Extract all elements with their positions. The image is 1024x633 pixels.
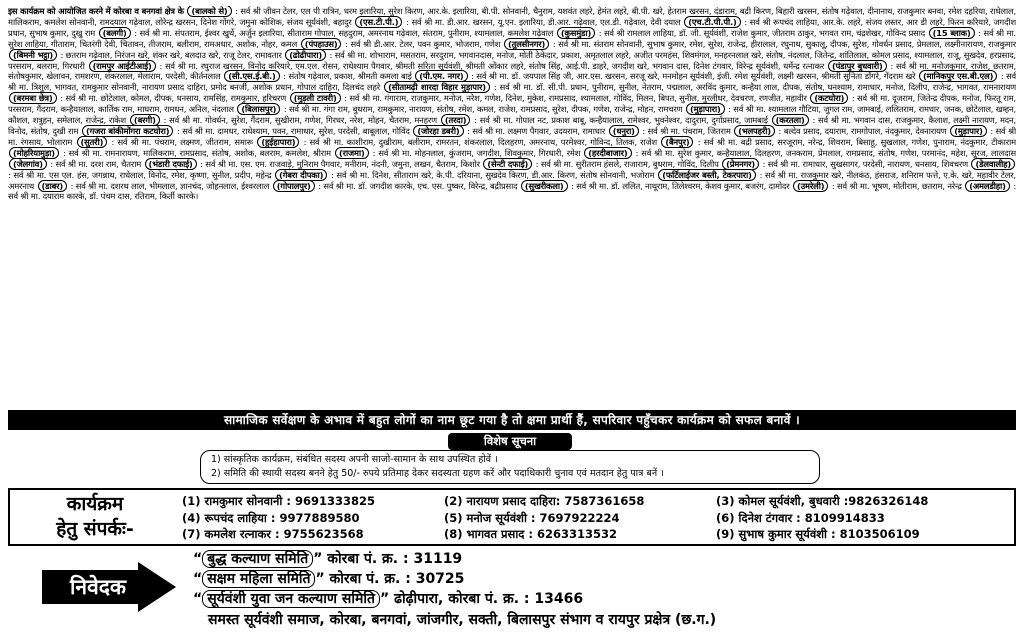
contact-list [182,493,1012,545]
sponsor-names: : सर्व श्री मा. गंगा राम, बुधराम, रामकुमार, नारायण, संतोष, रमेश, कमल, राजेश, रामप्रसाद, सुरेश, दीपक, गणेश, राजेन्द्र, मोहन, रामचरण [281,104,685,115]
location-chip: (सीतामढ़ी शारदा विहार मुड़ापार) [384,81,490,93]
sponsor-names: : संतोष गढ़ेवाल, प्रकाश, श्रीमती कमला बाई [280,71,415,82]
sponsor-names: : सर्व श्री मा. सुरेश लाहिया, गीताराम, चितरंगी देवी, चितावन, तीजराम, बलीराम, रामअधार, अशोक, नोहर, कमल [8,27,1016,49]
contact-entry: (4) रूपचंद लाहिया : 9977889580 [182,510,360,525]
location-chip: (कटघोरा) [810,92,848,104]
sponsor-names: : सर्व श्री मा. बद्री प्रसाद, सरजूराम, नरेन्द्र, शिवराम, बिसाहू, सुखलाल, गणेश, पुनाराम, नंदकुमार, टीकाराम [694,136,1016,147]
location-chip: (गेबरा दीपका) [275,169,327,181]
sponsor-names: : सर्व श्री मा. रघुराज खरसन, विनोद करियारे, एम.एल. रोसन, राधेश्याम पैगवार, श्रीमती सरिता सूर्यवंशी, श्रीमती ओंकार लहरे, संतोष सिंह, आई.पी. डाहरे, जगदीश खरे, भगवान दास, दिनेश टंगवार, विरेन्द्र सूर्यवंशी, धर्मेन्द्र रत्नाकर [156,60,827,71]
sponsor-names: : सर्व श्री मा. पंचराम, लक्ष्मण, जीतराम, समारू [108,136,257,147]
contact-entry: (9) सुभाष कुमार सूर्यवंशी : 8103506109 [716,527,920,541]
location-chip: (बालको से) [187,6,231,17]
location-chip: (सी.एस.ई.बी.) [224,70,279,82]
location-chip: (एच.टी.पी.पी.) [684,16,740,28]
location-chip: (कुसमुंडा) [557,27,595,39]
sponsor-names: : सर्व श्री मा. सुरीतराम हंसले, राजाराम, बुधराम, गोविंद, दिलीप [533,158,722,169]
location-chip: (अमलडीहा) [965,180,1010,192]
notice-item: 2) समिति की स्थायी सदस्य बनने हेतु 50/- रुपये प्रतिमाह देकर सदस्यता ग्रहण करें और पदाधिकारी चुनाव एवं मतदान हेतु पात्र बनें । [211,468,664,479]
contact-entry: (6) दिनेश टंगवार : 8109914833 [716,510,885,525]
sponsor-names: : सर्व श्री मा. संपतराम, ईश्वर खुर्थे, अर्जुन इलारिया, सीताराम गोपाल, सहदुराम, अमरनाथ गढ़ेवाल, संतराम, पुनीराम, श्यामलाल, कमलेश गढ़ेवाल [131,27,556,38]
sponsor-names: : सर्व श्री मा. राजकुमार खरे, नीलकंठ, हंसराज, शनिराम फत्ते, ए.के. खरे, महावीर टेलर, अमरनाथ [8,169,1016,191]
apology-banner: सामाजिक सर्वेक्षण के अभाव में बहुत लोगों का नाम छूट गया है तो क्षमा प्रार्थी हैं, सपरिवार पहुँचकर कार्यक्रम को सफल बनावें । [8,410,1016,430]
sponsor-names: : सर्व श्री मा. गोवर्धन, सुरेश, गैंदराम, सुखीराम, गणेश, गिरधर, नरेश, मोहन, चैतराम, मनहरण [160,115,440,126]
contact-label-line: हेतु संपर्कः- [56,518,134,540]
location-chip: (उमरेली) [793,180,828,192]
sponsor-names: : सर्व श्री मा. डी.आर. खरसन, यू.एन. इलारिया, डी.आर. गढ़ेवाल, एल.डी. गढ़ेवाल, देवी दयाल [403,16,684,27]
contact-entry: (7) कमलेश रत्नाकर : 9755623568 [182,527,364,541]
committee-name: बुद्ध कल्याण समिति [202,550,313,568]
contact-label [20,492,170,544]
sponsor-names: : सर्व श्री मा. लक्ष्मण पैगवार, उदयराम, रामाधार [464,125,608,136]
location-chip: (सेन्टी दफाई) [483,158,532,170]
notice-box [200,450,820,484]
location-chip: (सुखरीकला) [521,180,568,192]
sponsor-names: : सर्व श्री जीवन टेलर, एल पी रात्रिन, धरम इलारिया, सुरेश किरण, आर.के. इलारिया, बी.पी. सोनवानी, चैनुराम, यशवंत लहरे, हेमंत लहरे, बी.पी. खरे, हेतराम खरसन, दंडाराम, बद्री किरण, बिहारी खरसन, संतोष गढ़ेवाल, दीनानाथ, राजकुमार बनवा, रमेश दहरिया, राधेलाल, मालिकराम, कमलेश सोनवानी, रामदयाल गढ़ेवाल, लोरेन्द्र खरसन, दिनेश गोंगरे, जमुना कोशिक, संजय सूर्यवंशी, बहादुर [8,6,1016,27]
location-chip: (करतला) [772,114,809,126]
sponsor-names: : सर्व श्री मा. संतराम सोनवानी, सुभाष कुमार, रमेश, सुरेश, राजेन्द्र, हीरालाल, रघुनाथ, सुकालू, दीपक, सुरेश, गोवर्धन प्रसाद, प्रेमलाल, लक्ष्मीनारायण, राजकुमार [550,38,1016,49]
location-chip: (पंपहाउस) [301,38,342,50]
sponsor-names: : सर्व श्री मा. गोपाल नट, प्रकाश बाबू, कन्हैयालाल, रामेश्वर, भुवनेश्वर, दादुराम, दुर्गाप्रसाद, जामबाई [471,115,771,126]
location-chip: (बिलासपुर) [237,103,280,115]
sponsor-names: : सर्व श्री मा. गंगाराम, राजकुमार, मनोज, नरेश, गणेश, दिनेश, मुकेश, रामप्रसाद, श्यामलाल, गोविंद, मिलन, बिपत, सुनील, मुरलीधर, देवचरण, रणजीत, महावीर [341,93,810,104]
location-chip: (बरमबा छेत्र) [9,92,57,104]
sponsor-names: : सर्व श्री मा. मोहनलाल, कुंजराम, जगदीश, शिवकुमार, गिरधारी, रमेश [369,147,584,158]
location-chip: (मोहरियामुड़ा) [9,147,59,159]
committee-reg: पं. क्र. : 13466 [484,591,584,607]
location-chip: (प्रेमनगर) [722,158,759,170]
location-chip: (हुईहापारा) [257,136,299,148]
location-chip: (सुतरी) [77,136,108,148]
appeal-label: निवेदक [69,575,127,599]
committee-place: कोरबा [329,571,362,587]
sponsor-names: : सर्व श्री मा. डॉ. जगदीश कारके, एच. एस. पुष्कर, विरेन्द्र, बद्रीप्रसाद [315,180,520,191]
sponsor-names: : सर्व श्री मा. रंगसाय, भोलाराम [8,125,1016,147]
location-chip: (डाबर) [38,180,68,192]
sponsor-names: : सर्व श्री मा. दशरथ लाल, भीमलाल, ज्ञानचंद, जोहनलाल, ईश्वरलाल [68,180,272,191]
contact-entry: (5) मनोज सूर्यवंशी : 7697922224 [444,510,620,525]
location-chip: (जोरहा डबरी) [413,125,463,137]
location-chip: (मुड़ापारा) [686,103,725,115]
committee-line: “ बुद्ध कल्याण समिति ” कोरबा पं. क्र. : 31119 [193,551,463,567]
location-chip: (राजमा) [335,147,369,159]
sponsor-names: : सर्व श्री मा. काशीराम, दुखीराम, बलीराम, रामरतन, शंकरलाल, दिलहरण, अमरनाथ, परमेश्वर, गोविन्द, तिलक, राजेश [300,136,661,147]
sponsor-list [8,6,1016,408]
location-chip: (हरदीबाजार) [584,147,631,159]
location-chip: (ढोढीपारा) [285,49,326,61]
location-chip: (जेलगांव) [9,158,47,170]
location-chip: (भंडारी दफाई) [145,158,197,170]
location-chip: (मानिकपुर एस.बी.एल) [919,70,997,82]
location-chip: (फर्टिलाईजर बस्ती, टेकरपारा) [658,169,756,181]
location-chip: (बिमनी भट्ठा) [9,49,57,61]
notice-title: विशेष सूचना [448,433,572,450]
committee-reg: पं. क्र. : 31119 [363,551,463,567]
sponsor-names: : सर्व श्री मा. दामधर, राधेश्याम, पवन, रामाधार, सुरेश, परदेसी, बाबूलाल, गोविंद [174,125,413,136]
location-chip: (भलपहरी) [734,125,775,137]
committee-name: सूर्यवंशी युवा जन कल्याण समिति [202,590,380,608]
sponsor-names: : सर्व श्री मा. शोभाराम, मसतराम, सरदुराम, भगवानदास, मनोज, मोती ठेकेदार, प्रकाश, अमृतलाल लहरे, अजीत परमहंस, शिवमंगल, मनहरनलाल खरे, संतोष, नंदलाल, जितेन्द्र, शांतिलाल, कोमल प्रसाद, श्यामलाल, राजू, सुखदेव, हरप्रसाद, परसराम, बलराम, गिरधारी [8,49,1016,71]
location-chip: (बरगी) [130,114,160,126]
committee-reg: पं. क्र. : 30725 [366,571,465,587]
sponsor-names: : सर्व श्री मा. दरश राम, चैतराम [47,158,144,169]
location-chip: (मुड़ली टावरी) [290,92,341,104]
contact-label-line: कार्यक्रम [66,493,124,515]
sponsor-names: : सर्व श्री मा. सुरेश कुमार, कन्हैयालाल, दिलहरण, जनकराम, प्रेमलाल, रामप्रसाद, संतोष, गणेश, परमानंद, महेश, सूरज, लालदास [632,147,1016,158]
sponsor-names: : सर्व श्री मा. दूजराम, जितेन्द्र दीपक, मनोज, फिरतू राम, परसराम, गैंदराम, कन्हैयालाल, कार्तिक राम, माघराम, रामधन, अनिल, नंदलाल [8,93,1016,115]
sponsor-names: : बल्देव प्रसाद, दयाराम, रामगोपाल, नंदकुमार, देवनारायण [775,125,950,136]
location-chip: (मुड़ापार) [950,125,987,137]
sponsor-names: : सर्व श्री मा. एस. एम. राजवाड़े, मुनिराम पैगवार, मनीराम, नंदनी, जमुना, लखन, चैतराम, किशोर [197,158,483,169]
sponsor-names: : सर्व श्री मा. भूषण, मोतीराम, छतराम, नरेन्द्र [829,180,965,191]
sponsor-names: : छतराम गढ़ेवाल, निरंजन खरे, शंकर खरे, बलदाउ खरे, राजू टेलर, रामावतार [57,49,285,60]
location-chip: (धनुरा) [609,125,639,137]
location-chip: (15 ब्लाक) [929,27,975,39]
location-chip: (डेलवालीह) [971,158,1015,170]
sponsor-names: : सर्व श्री मा. रामनारायण, मालिकराम, रामप्रसाद, संतोष, अशोक, बलराम, कमलेश, श्रीराम [59,147,334,158]
location-chip: (बैनपुर) [661,136,693,148]
committee-place: ढोढ़ीपारा, कोरबा [394,591,480,607]
contact-entry: (8) भागवत प्रसाद : 6263313532 [444,527,618,541]
sponsor-names: : सर्व श्री मा. डॉ. सी.पी. प्रधान, पुनीराम, सुनील, नेतराम, पद्मलाल, अरविंद कुमार, कन्हैया लाल, दीपक, संतोष, घनश्याम, रामाधार, मनोज, दिलीप, राजेन्द्र, भागवत, रामनारायण [490,82,1016,93]
location-chip: (बलगी) [99,27,131,39]
contact-section [8,488,1016,546]
sponsor-names: : सर्व श्री मा. पंचराम, जितराम [639,125,734,136]
sponsor-names: : सर्व श्री मा. त्रिशुल, भागवत, रामकुमार सोनवानी, नारायण प्रसाद दाहिरा, प्रमोद बनर्जी, अशोक प्रधान, गोपाल दाहिरा, दिलचंद लहरे [8,71,1016,93]
sponsor-names: : सर्व श्री रूपचंद लाहिया, आर.के. लहरे, संजय लस्तर, आर डी लहरे, फिरन करियारे, जगदीश प्रधान, सुभाष कुमार, दुखु राम [8,16,1016,38]
location-chip: (गजरा बांकीमोंगरा कटघोरा) [82,125,173,137]
contact-entry: (1) रामकुमार सोनवानी : 9691333825 [182,494,375,508]
appeal-footer: समस्त सूर्यवंशी समाज, कोरबा, बनगवां, जांजगीर, सक्ती, बिलासपुर संभाग व रायपुर प्रक्षेत्र (छ.ग.) [208,612,717,628]
committee-place: कोरबा [327,551,360,567]
sponsor-names: : सर्व श्री मा. दयाराम कारके, डॉ. पंचम दास, रतिराम, किर्ती कारके। [8,180,1016,202]
contact-entry: (2) नारायण प्रसाद दाहिरा: 7587361658 [444,494,645,508]
appeal-section [8,548,1016,630]
sponsor-names: : सर्व श्री मा. छोटेलाल, कोमल, दीपक, धनसाय, रामसिंह, रामकुमार, हरिचरण [57,93,289,104]
sponsor-names: : सर्व श्री मा. मनोजकुमार, राजेश, छतराम, संतोषकुमार, खेलावन, रामशरण, शंकरलाल, मेलाराम, परदेसी, कीर्तनलाल [8,60,1016,82]
sponsor-intro: इस कार्यक्रम को आयोजित करने में कोरबा व बनगवां क्षेत्र के [8,6,184,16]
location-chip: (तरदा) [441,114,471,126]
sponsor-names: : सर्व श्री डी.आर. टेलर, पवन कुमार, भोजराम, गणेश [342,38,503,49]
location-chip: (पंडापुर बुधवारी) [828,60,887,72]
notice-item: 1) सांस्कृतिक कार्यक्रम, संबंधित सदस्य अपनी साजो-सामान के साथ उपस्थित होवें । [211,454,498,465]
committee-line: “ सक्षम महिला समिति ” कोरबा पं. क्र. : 30725 [193,571,465,587]
sponsor-names: : सर्व श्री रामलाल लाहिया, डॉ. जी. सूर्यवंशी, राजेश कुमार, जीतराम ठाकुर, भगवत राम, चंद्रशेखर, गोविन्द प्रसाद [596,27,928,38]
sponsor-names: : सर्व श्री मा. भगवान दास, राजकुमार, कैलाश, लक्ष्मी नारायण, मदन, विनोद, संतोष, दुखी राम [8,115,1016,136]
sponsor-names: : सर्व श्री मा. दिनेश, सीताराम खरे, के.पी. दरियाना, सुखदेव किरण, डी.आर. किरण, संतोष सोनवानी, भजोराम [328,169,658,180]
sponsor-names: : सर्व श्री मा. डॉ. ललित, नाथूराम, तिलेश्वरम, केशव कुमार, बजरंग, दामोदर [568,180,792,191]
location-chip: (एस.टी.पी.) [355,16,402,28]
sponsor-names: : सर्व श्री मा. डॉ. जयपाल सिंह जी, आर.एस. खरसन, सरजू खरे, मनमोहन सूर्यवंशी, इंजी. रमेश सूर्यवंशी, लक्ष्मी खरसन, श्रीमती सुनिता डोंगरे, गेंदराम खरे [468,71,918,82]
sponsor-names: : सर्व श्री मा. श्यामलाल गौटिया, जुगल राम, जामबाई, ललितराम, रामधार, जनक, छोटेलाल, खम्हन, कौशल, शत्रुहन, समेलाल, राजेन्द्र, राकेश [8,104,1016,126]
location-chip: (तुलसीनगर) [504,38,549,50]
location-chip: (पी.एम. नगर) [415,70,467,82]
location-chip: (गोपालपुर) [273,180,315,192]
contact-entry: (3) कोमल सूर्यवंशी, बुधवारी :9826326148 [716,494,929,508]
committee-line: “ सूर्यवंशी युवा जन कल्याण समिति ” ढोढ़ीपारा, कोरबा पं. क्र. : 13466 [193,591,584,607]
sponsor-names: : सर्व श्री मा. एस एल. हंस, जगन्नाथ, राधेलाल, विनोद, रमेश, कृष्णा, सुनील, प्रदीप, महेन्द्र [8,169,275,180]
sponsor-names: : सर्व श्री मा. रामाधार, सुखसागर, परदेसी, नारायण, धनसाय, शिवचरण [760,158,971,169]
sponsor-segments [8,6,1016,201]
location-chip: (रामपुर आईटीआई) [89,60,156,72]
committee-name: सक्षम महिला समिति [202,570,315,588]
